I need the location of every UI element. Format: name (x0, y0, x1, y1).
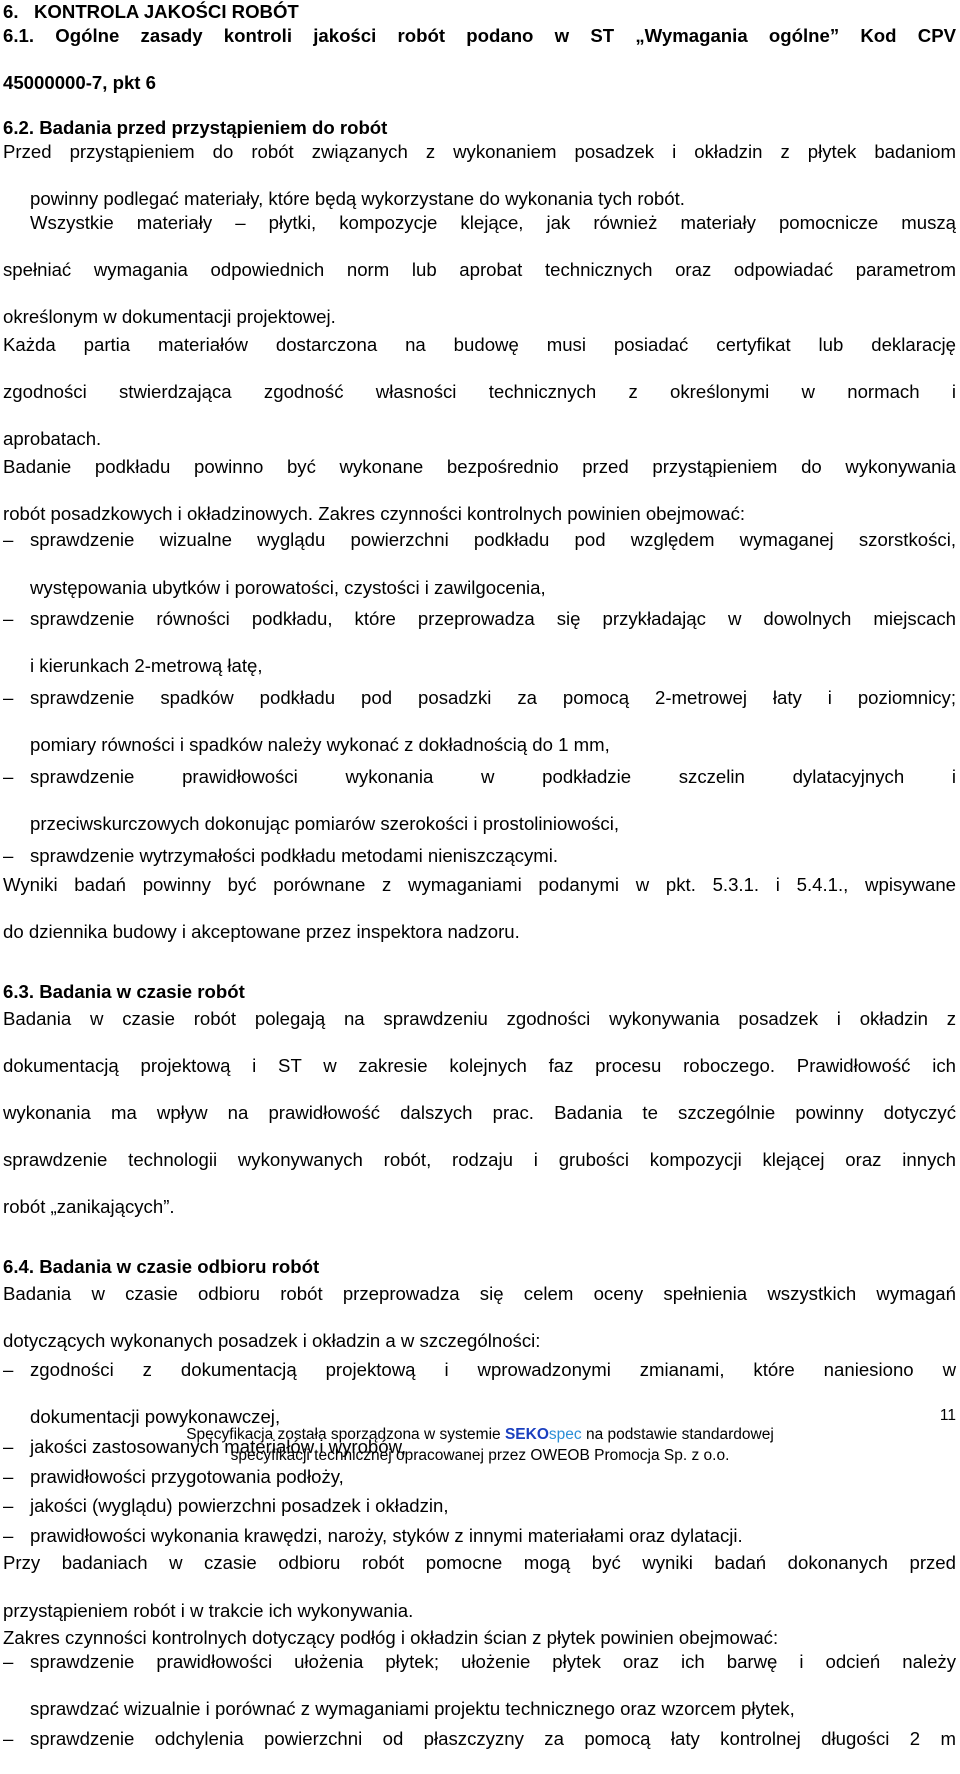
section-6-2-heading: 6.2. Badania przed przystąpieniem do robót (3, 117, 388, 139)
list-item: – sprawdzenie odchylenia powierzchni od płaszczyzny za pomocą łaty kontrolnej długości 2 m (3, 1727, 956, 1774)
list-item: – sprawdzenie spadków podkładu pod posadzki za pomocą 2-metrowej łaty i poziomnicy; pomiary równości i spadków należy wykonać z dokładnością do 1 mm, (3, 686, 956, 757)
list-item: – sprawdzenie wizualne wyglądu powierzchni podkładu pod względem wymaganej szorstkości, występowania ubytków i porowatości, czystości i zawilgocenia, (3, 528, 956, 599)
page-footer (0, 1424, 960, 1466)
page-number: 11 (939, 1407, 956, 1424)
paragraph-line: dotyczących wykonanych posadzek i okładzin a w szczególności: (3, 1329, 541, 1351)
list-item: – jakości zastosowanych materiałów i wyrobów, (3, 1435, 956, 1459)
paragraph-line: Badanie podkładu powinno być wykonane bezpośrednio przed przystąpieniem do wykonywania (3, 455, 956, 477)
paragraph-line: dokumentacją projektową i ST w zakresie kolejnych faz procesu roboczego. Prawidłowość ich (3, 1054, 956, 1076)
section-6-1-line: 6.1. Ogólne zasady kontroli jakości robót podano w ST „Wymagania ogólne” Kod CPV (3, 24, 956, 46)
sekospec-logo: spec (548, 1426, 582, 1443)
paragraph-line: powinny podlegać materiały, które będą wykorzystane do wykonania tych robót. (30, 188, 685, 210)
paragraph-line: robót „zanikających”. (3, 1196, 175, 1218)
list-item: – sprawdzenie prawidłowości wykonania w podkładzie szczelin dylatacyjnych i przeciwskurczowych dokonując pomiarów szerokości i prostoliniowości, (3, 765, 956, 836)
section-6-4-heading: 6.4. Badania w czasie odbioru robót (3, 1255, 320, 1277)
paragraph-line: wykonania ma wpływ na prawidłowość dalszych prac. Badania te szczególnie powinny dotyczyć (3, 1101, 956, 1123)
paragraph-line: zgodności stwierdzająca zgodność własności technicznych z określonymi w normach i (3, 380, 956, 402)
paragraph-line: Zakres czynności kontrolnych dotyczący podłóg i okładzin ścian z płytek powinien obejmować: (3, 1627, 779, 1649)
bullet-list (3, 1650, 956, 1774)
section-6-1-line: 45000000-7, pkt 6 (3, 71, 156, 93)
document-page (3, 0, 956, 1774)
paragraph-line: Wszystkie materiały – płytki, kompozycje klejące, jak również materiały pomocnicze muszą (30, 211, 956, 233)
paragraph-line: Badania w czasie odbioru robót przeprowadza się celem oceny spełnienia wszystkich wymagań (3, 1282, 956, 1304)
list-item: – zgodności z dokumentacją projektową i wprowadzonymi zmianami, które naniesiono w dokumentacji powykonawczej, (3, 1358, 956, 1429)
section-6-heading: 6. KONTROLA JAKOŚCI ROBÓT (3, 1, 299, 22)
sekospec-logo: SEKO (504, 1426, 549, 1443)
paragraph-line: Przed przystąpieniem do robót związanych z wykonaniem posadzek i okładzin z płytek badaniom (3, 140, 956, 162)
list-item: – sprawdzenie równości podkładu, które przeprowadza się przykładając w dowolnych miejscach i kierunkach 2-metrową łatę, (3, 607, 956, 678)
list-item: – jakości (wyglądu) powierzchni posadzek i okładzin, (3, 1494, 956, 1518)
paragraph-line: aprobatach. (3, 428, 102, 450)
paragraph-line: do dziennika budowy i akceptowane przez inspektora nadzoru. (3, 921, 520, 943)
section-6-3-heading: 6.3. Badania w czasie robót (3, 980, 245, 1002)
list-item: – prawidłowości wykonania krawędzi, naroży, styków z innymi materiałami oraz dylatacji. (3, 1524, 956, 1548)
paragraph-line: spełniać wymagania odpowiednich norm lub aprobat technicznych oraz odpowiadać parametrom (3, 258, 956, 280)
paragraph-line: określonym w dokumentacji projektowej. (3, 306, 336, 328)
paragraph-line: Przy badaniach w czasie odbioru robót pomocne mogą być wyniki badań dokonanych przed (3, 1552, 956, 1574)
list-item: – sprawdzenie prawidłowości ułożenia płytek; ułożenie płytek oraz ich barwę i odcień należy sprawdzać wizualnie i porównać z wymaganiami projektu technicznego oraz wzorcem płytek, (3, 1650, 956, 1721)
list-item: – sprawdzenie wytrzymałości podkładu metodami nieniszczącymi. (3, 844, 956, 868)
paragraph-line: przystąpieniem robót i w trakcie ich wykonywania. (3, 1599, 414, 1621)
paragraph-line: sprawdzenie technologii wykonywanych robót, rodzaju i grubości kompozycji klejącej oraz innych (3, 1149, 956, 1171)
paragraph-line: Każda partia materiałów dostarczona na budowę musi posiadać certyfikat lub deklarację (3, 333, 956, 355)
footer-line: specyfikacji technicznej opracowanej przez OWEOB Promocja Sp. z o.o. (230, 1447, 730, 1464)
list-item: – prawidłowości przygotowania podłoży, (3, 1465, 956, 1489)
paragraph-line: robót posadzkowych i okładzinowych. Zakres czynności kontrolnych powinien obejmować: (3, 502, 746, 524)
footer-line: Specyfikacja została sporządzona w systemie SEKOspec na podstawie standardowej (186, 1426, 774, 1443)
paragraph-line: Badania w czasie robót polegają na sprawdzeniu zgodności wykonywania posadzek i okładzin z (3, 1007, 956, 1029)
paragraph-line: Wyniki badań powinny być porównane z wymaganiami podanymi w pkt. 5.3.1. i 5.4.1., wpisywane (3, 874, 956, 896)
bullet-list (3, 528, 956, 867)
